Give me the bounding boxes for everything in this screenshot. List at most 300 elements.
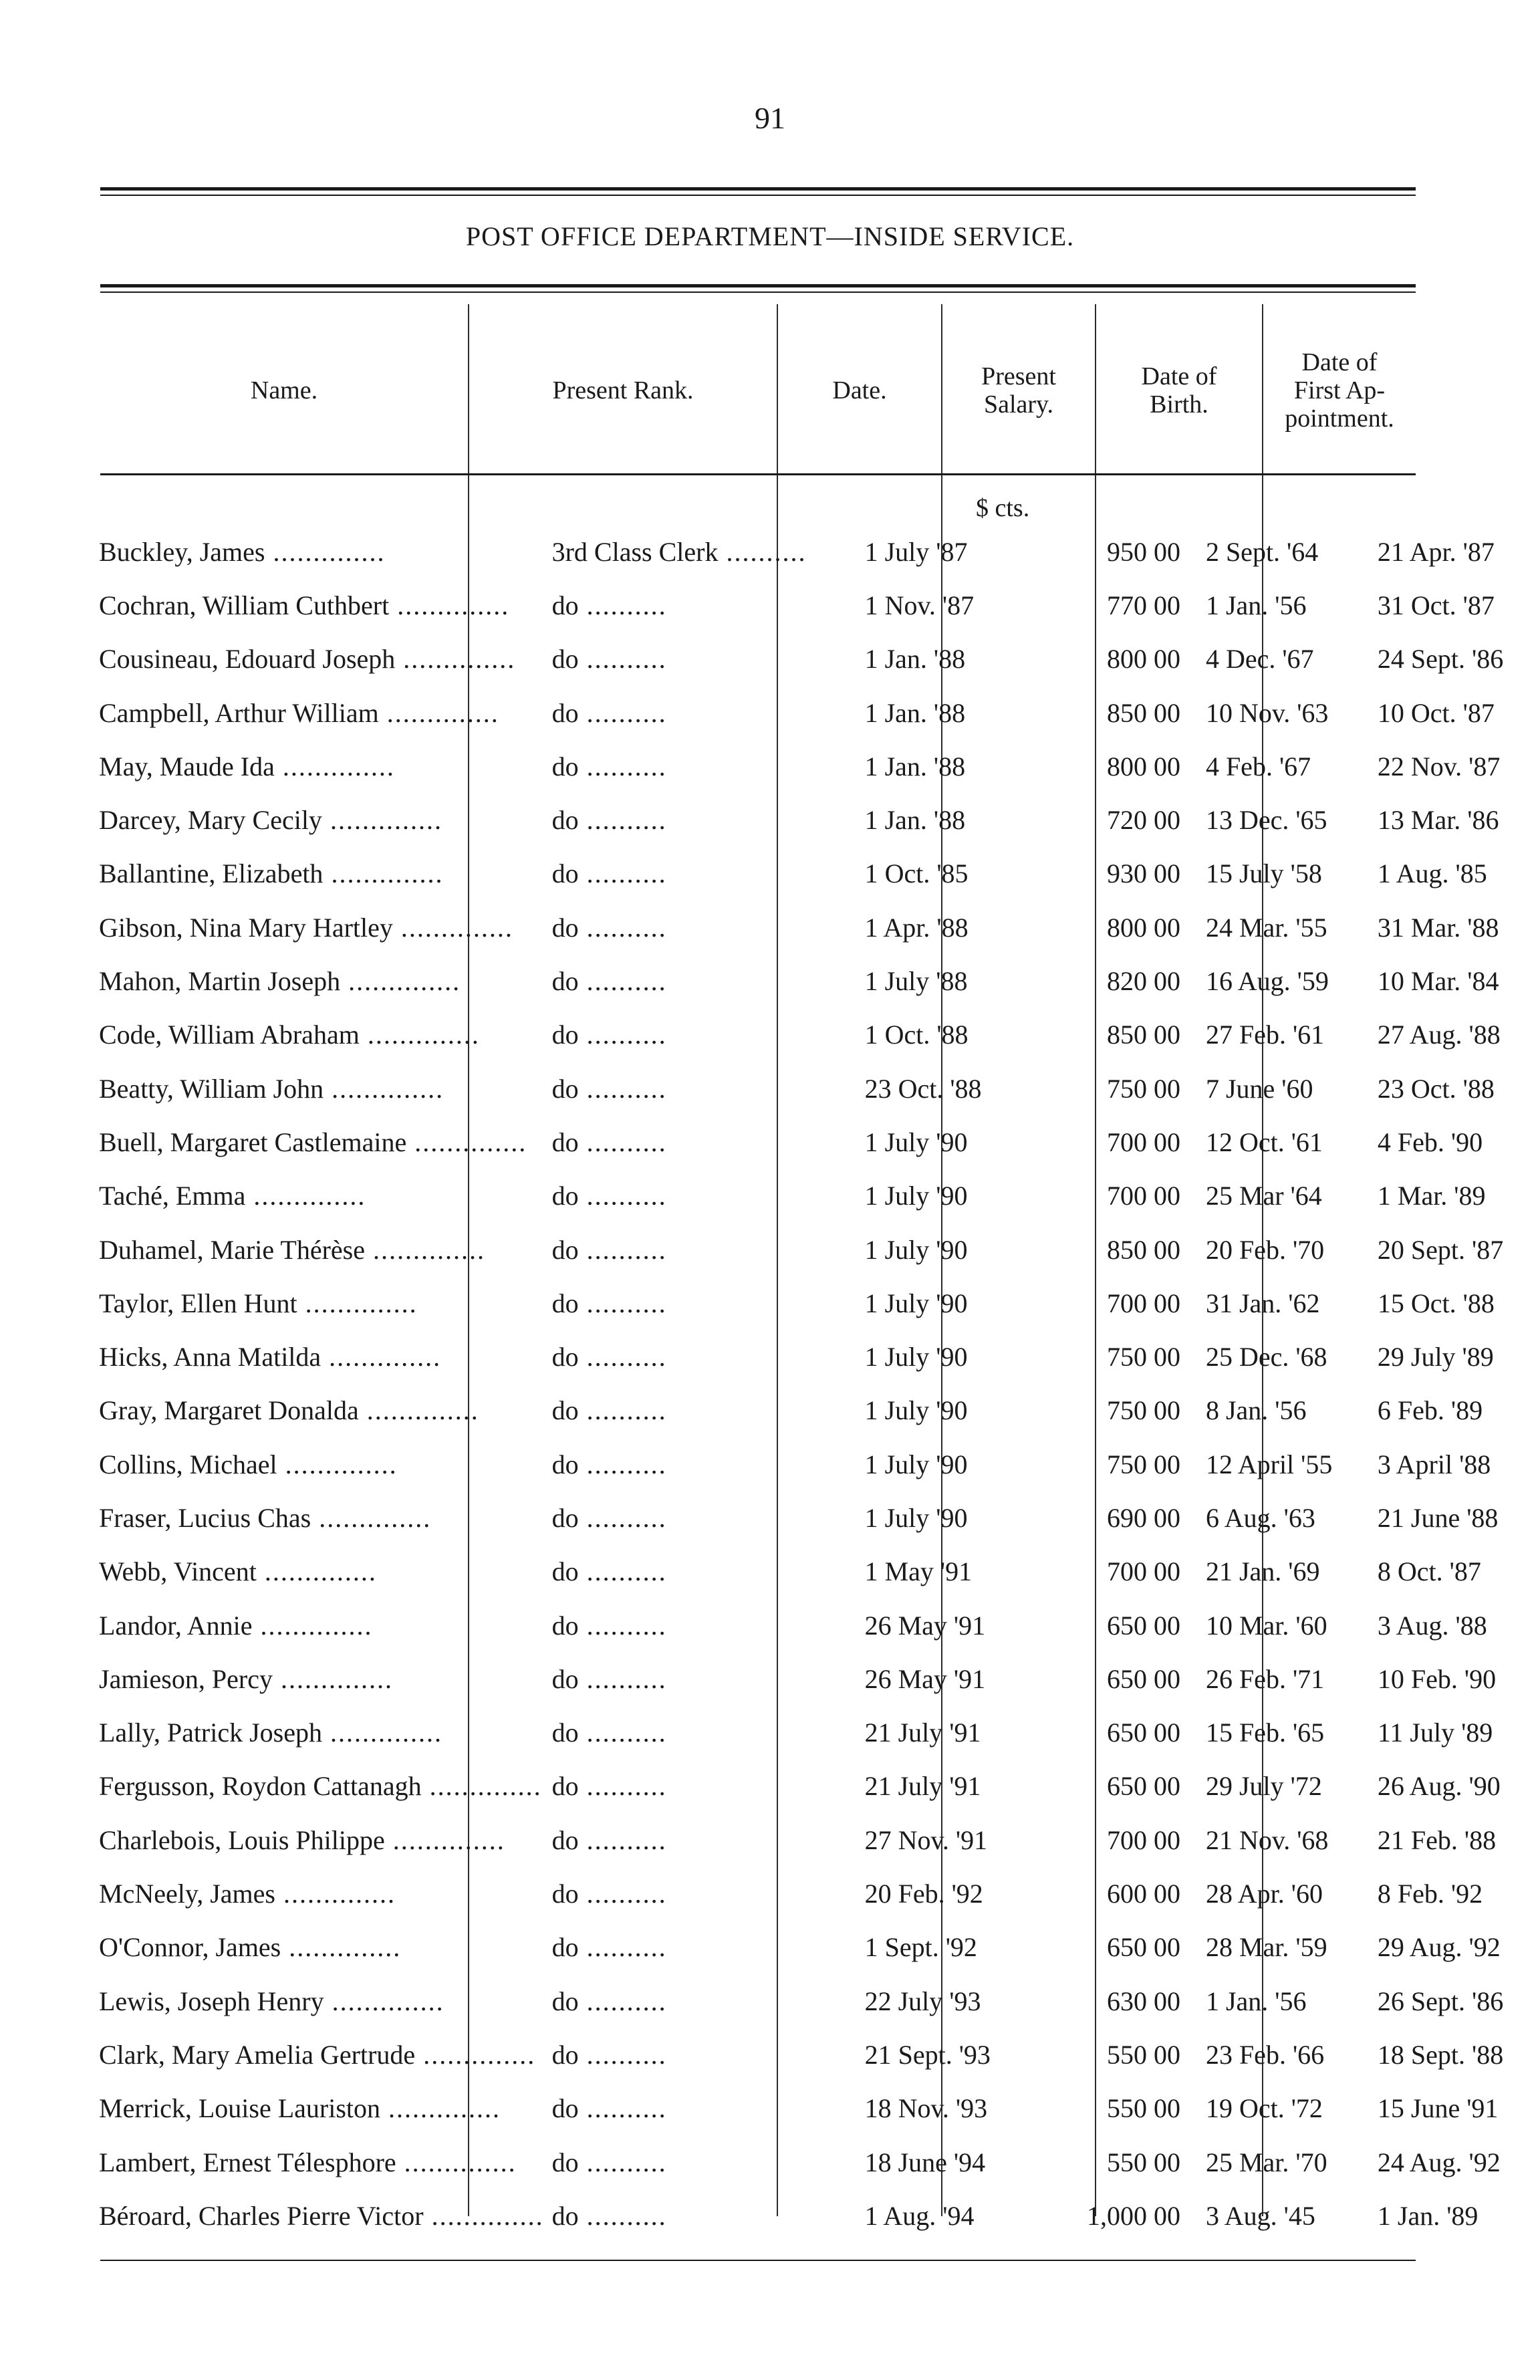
rank-cell — [544, 578, 857, 632]
salary-cell-text: 850 00 — [1106, 697, 1180, 728]
name-cell — [94, 739, 544, 793]
salary-cell-text: 550 00 — [1106, 2147, 1180, 2177]
table-row — [94, 2028, 1540, 2081]
salary-cell-text: 750 00 — [1106, 1395, 1180, 1426]
birth-date-cell — [1199, 1062, 1371, 1115]
salary-cell — [1023, 1545, 1199, 1598]
salary-cell — [1023, 1223, 1199, 1276]
rank-cell — [544, 1330, 857, 1383]
date-cell — [857, 2135, 1023, 2189]
birth-date-cell-text: 12 Oct. '61 — [1205, 1126, 1323, 1157]
rank-cell-text: do — [551, 644, 579, 675]
name-cell-text: Gray, Margaret Donalda — [99, 1395, 359, 1426]
appointment-date-cell-text: 21 Feb. '88 — [1377, 1824, 1497, 1855]
date-cell-text: 1 July '90 — [864, 1181, 968, 1211]
table-row — [94, 1491, 1540, 1544]
salary-cell-text: 650 00 — [1106, 1932, 1180, 1963]
date-cell-text: 26 May '91 — [864, 1663, 986, 1694]
birth-date-cell — [1199, 1330, 1371, 1383]
leader-dots: .............. — [281, 1932, 402, 1963]
table-row — [94, 739, 1540, 793]
leader-dots: .......... — [578, 1181, 667, 1211]
appointment-date-cell-text: 24 Aug. '92 — [1377, 2147, 1501, 2177]
table-row — [94, 686, 1540, 739]
birth-date-cell — [1199, 686, 1371, 739]
rank-cell-text: do — [551, 1771, 579, 1802]
appointment-date-cell-text: 3 Aug. '88 — [1377, 1610, 1487, 1641]
birth-date-cell — [1199, 525, 1371, 578]
leader-dots: .............. — [256, 1556, 377, 1587]
rank-cell — [544, 1652, 857, 1705]
date-cell-text: 1 Jan. '88 — [864, 644, 966, 675]
name-cell-text: Webb, Vincent — [99, 1556, 257, 1587]
salary-cell-text: 800 00 — [1106, 912, 1180, 943]
name-cell — [94, 1437, 544, 1491]
table-row — [94, 1276, 1540, 1330]
rank-cell — [544, 1384, 857, 1437]
rank-cell — [544, 686, 857, 739]
table-row — [94, 847, 1540, 901]
leader-dots: .......... — [578, 1449, 667, 1479]
name-cell — [94, 632, 544, 686]
leader-dots: .............. — [358, 1395, 479, 1426]
appointment-date-cell — [1371, 1384, 1540, 1437]
birth-date-cell-text: 6 Aug. '63 — [1205, 1502, 1315, 1533]
appointment-date-cell — [1371, 2028, 1540, 2081]
name-cell-text: Merrick, Louise Lauriston — [99, 2093, 380, 2124]
date-cell-text: 27 Nov. '91 — [864, 1824, 988, 1855]
salary-cell-text: 700 00 — [1106, 1126, 1180, 1157]
salary-cell-text: 1,000 00 — [1086, 2200, 1180, 2231]
leader-dots: .............. — [396, 2147, 517, 2177]
leader-dots: .............. — [421, 1771, 542, 1802]
rank-cell — [544, 901, 857, 954]
salary-cell-text: 720 00 — [1106, 805, 1180, 836]
table-row — [94, 632, 1540, 686]
leader-dots: .......... — [578, 1288, 667, 1318]
birth-date-cell-text: 16 Aug. '59 — [1205, 966, 1329, 997]
appointment-date-cell-text: 29 July '89 — [1377, 1342, 1494, 1373]
table-row — [94, 1330, 1540, 1383]
name-cell — [94, 1545, 544, 1598]
rank-cell-text: do — [551, 805, 579, 836]
date-cell-text: 1 Jan. '88 — [864, 751, 966, 782]
rank-cell — [544, 954, 857, 1007]
birth-date-cell-text: 21 Nov. '68 — [1205, 1824, 1329, 1855]
name-cell — [94, 1115, 544, 1169]
date-cell-text: 23 Oct. '88 — [864, 1073, 982, 1104]
leader-dots: .......... — [578, 2147, 667, 2177]
leader-dots: .......... — [578, 1610, 667, 1641]
date-cell — [857, 1921, 1023, 1974]
appointment-date-cell — [1371, 847, 1540, 901]
salary-cell — [1023, 1062, 1199, 1115]
appointment-date-cell — [1371, 793, 1540, 846]
rank-cell — [544, 1062, 857, 1115]
rank-cell — [544, 2135, 857, 2189]
rank-cell — [544, 1921, 857, 1974]
name-cell-text: Taylor, Ellen Hunt — [99, 1288, 297, 1318]
date-cell-text: 1 July '90 — [864, 1502, 968, 1533]
rank-cell — [544, 1974, 857, 2028]
name-cell-text: Lally, Patrick Joseph — [99, 1717, 323, 1748]
leader-dots: .......... — [578, 1717, 667, 1748]
table-row — [94, 901, 1540, 954]
salary-cell-text: 650 00 — [1106, 1610, 1180, 1641]
birth-date-cell — [1199, 739, 1371, 793]
rank-cell — [544, 793, 857, 846]
salary-cell-text: 700 00 — [1106, 1824, 1180, 1855]
leader-dots: .............. — [365, 1234, 485, 1265]
appointment-date-cell — [1371, 1760, 1540, 1813]
birth-date-cell-text: 24 Mar. '55 — [1205, 912, 1327, 943]
date-cell — [857, 1867, 1023, 1920]
birth-date-cell — [1199, 1491, 1371, 1544]
name-cell-text: Taché, Emma — [99, 1181, 246, 1211]
birth-date-cell — [1199, 2189, 1371, 2242]
leader-dots: .............. — [395, 644, 516, 675]
birth-date-cell-text: 25 Mar '64 — [1205, 1181, 1322, 1211]
date-cell-text: 1 July '90 — [864, 1288, 968, 1318]
salary-cell-text: 800 00 — [1106, 644, 1180, 675]
salary-cell — [1023, 1008, 1199, 1062]
date-cell — [857, 847, 1023, 901]
birth-date-cell — [1199, 1813, 1371, 1867]
birth-date-cell — [1199, 847, 1371, 901]
appointment-date-cell-text: 21 June '88 — [1377, 1502, 1499, 1533]
leader-dots: .............. — [252, 1610, 373, 1641]
birth-date-cell-text: 26 Feb. '71 — [1205, 1663, 1325, 1694]
birth-date-cell-text: 20 Feb. '70 — [1205, 1234, 1325, 1265]
birth-date-cell — [1199, 2082, 1371, 2135]
salary-cell — [1023, 1437, 1199, 1491]
date-cell — [857, 1545, 1023, 1598]
leader-dots: .............. — [323, 858, 444, 889]
rank-cell-text: do — [551, 858, 579, 889]
name-cell-text: Cochran, William Cuthbert — [99, 590, 390, 620]
table-row — [94, 1169, 1540, 1223]
table-row — [94, 1062, 1540, 1115]
appointment-date-cell — [1371, 1598, 1540, 1652]
birth-date-cell-text: 28 Apr. '60 — [1205, 1879, 1323, 1909]
rank-cell-text: do — [551, 1556, 579, 1587]
name-cell — [94, 1491, 544, 1544]
rank-cell-text: do — [551, 2200, 579, 2231]
birth-date-cell — [1199, 1545, 1371, 1598]
name-cell-text: Béroard, Charles Pierre Victor — [99, 2200, 424, 2231]
birth-date-cell-text: 10 Nov. '63 — [1205, 697, 1329, 728]
birth-date-cell — [1199, 1384, 1371, 1437]
date-cell — [857, 1491, 1023, 1544]
name-cell-text: McNeely, James — [99, 1879, 275, 1909]
birth-date-cell-text: 8 Jan. '56 — [1205, 1395, 1307, 1426]
appointment-date-cell-text: 23 Oct. '88 — [1377, 1073, 1495, 1104]
appointment-date-cell-text: 29 Aug. '92 — [1377, 1932, 1501, 1963]
appointment-date-cell-text: 31 Oct. '87 — [1377, 590, 1495, 620]
salary-cell-text: 550 00 — [1106, 2093, 1180, 2124]
birth-date-cell-text: 25 Dec. '68 — [1205, 1342, 1327, 1373]
birth-date-cell — [1199, 1706, 1371, 1760]
salary-cell — [1023, 1652, 1199, 1705]
appointment-date-cell — [1371, 1437, 1540, 1491]
date-cell-text: 1 Sept. '92 — [864, 1932, 977, 1963]
birth-date-cell-text: 10 Mar. '60 — [1205, 1610, 1327, 1641]
appointment-date-cell — [1371, 1706, 1540, 1760]
leader-dots: .......... — [578, 751, 667, 782]
table-row — [94, 1921, 1540, 1974]
rank-cell-text: do — [551, 1126, 579, 1157]
salary-cell — [1023, 632, 1199, 686]
salary-cell — [1023, 1384, 1199, 1437]
rank-cell — [544, 2189, 857, 2242]
birth-date-cell-text: 4 Dec. '67 — [1205, 644, 1314, 675]
table-row — [94, 1706, 1540, 1760]
date-cell — [857, 1706, 1023, 1760]
name-cell-text: Cousineau, Edouard Joseph — [99, 644, 396, 675]
date-cell-text: 1 Jan. '88 — [864, 697, 966, 728]
appointment-date-cell-text: 10 Mar. '84 — [1377, 966, 1499, 997]
date-cell-text: 1 July '90 — [864, 1395, 968, 1426]
date-cell — [857, 1652, 1023, 1705]
date-cell-text: 26 May '91 — [864, 1610, 986, 1641]
name-cell-text: Lambert, Ernest Télesphore — [99, 2147, 396, 2177]
birth-date-cell — [1199, 1652, 1371, 1705]
appointment-date-cell — [1371, 2082, 1540, 2135]
date-cell — [857, 1437, 1023, 1491]
appointment-date-cell — [1371, 632, 1540, 686]
top-rule-thin — [100, 195, 1416, 196]
salary-cell — [1023, 1706, 1199, 1760]
name-cell-text: Ballantine, Elizabeth — [99, 858, 324, 889]
header-name: Name. — [250, 376, 318, 405]
salary-cell — [1023, 525, 1199, 578]
date-cell — [857, 2082, 1023, 2135]
name-cell-text: Gibson, Nina Mary Hartley — [99, 912, 393, 943]
leader-dots: .......... — [578, 1342, 667, 1373]
date-cell — [857, 1974, 1023, 2028]
birth-date-cell — [1199, 1867, 1371, 1920]
name-cell-text: Darcey, Mary Cecily — [99, 805, 322, 836]
date-cell — [857, 954, 1023, 1007]
salary-cell-text: 800 00 — [1106, 751, 1180, 782]
table-row — [94, 578, 1540, 632]
salary-cell — [1023, 1760, 1199, 1813]
appointment-date-cell — [1371, 686, 1540, 739]
birth-date-cell-text: 29 July '72 — [1205, 1771, 1322, 1802]
table-row — [94, 1652, 1540, 1705]
leader-dots: .......... — [578, 697, 667, 728]
rank-cell-text: 3rd Class Clerk — [551, 536, 719, 567]
appointment-date-cell — [1371, 901, 1540, 954]
table-row — [94, 2082, 1540, 2135]
name-cell — [94, 901, 544, 954]
leader-dots: .......... — [578, 1824, 667, 1855]
appointment-date-cell-text: 1 Jan. '89 — [1377, 2200, 1479, 2231]
leader-dots: .......... — [578, 2039, 667, 2070]
appointment-date-cell — [1371, 1867, 1540, 1920]
date-cell-text: 21 July '91 — [864, 1717, 981, 1748]
rank-cell-text: do — [551, 1449, 579, 1479]
salary-cell-text: 650 00 — [1106, 1663, 1180, 1694]
table-row — [94, 2135, 1540, 2189]
date-cell-text: 1 July '90 — [864, 1449, 968, 1479]
appointment-date-cell-text: 11 July '89 — [1377, 1717, 1493, 1748]
rank-cell — [544, 1706, 857, 1760]
birth-date-cell-text: 13 Dec. '65 — [1205, 805, 1327, 836]
appointment-date-cell-text: 8 Oct. '87 — [1377, 1556, 1481, 1587]
leader-dots: .......... — [578, 858, 667, 889]
appointment-date-cell-text: 10 Feb. '90 — [1377, 1663, 1497, 1694]
leader-dots: .............. — [359, 1020, 480, 1050]
leader-dots: .............. — [324, 1073, 444, 1104]
rank-cell — [544, 1867, 857, 1920]
name-cell — [94, 1169, 544, 1223]
birth-date-cell-text: 12 April '55 — [1205, 1449, 1333, 1479]
rank-cell-text: do — [551, 1073, 579, 1104]
salary-cell — [1023, 2028, 1199, 2081]
appointment-date-cell-text: 26 Sept. '86 — [1377, 1986, 1504, 2016]
rank-cell — [544, 739, 857, 793]
date-cell — [857, 1598, 1023, 1652]
salary-cell — [1023, 901, 1199, 954]
leader-dots: .......... — [578, 1073, 667, 1104]
salary-cell — [1023, 2135, 1199, 2189]
leader-dots: .............. — [274, 751, 395, 782]
date-cell — [857, 1223, 1023, 1276]
salary-cell — [1023, 1598, 1199, 1652]
rank-cell — [544, 1115, 857, 1169]
date-cell-text: 22 July '93 — [864, 1986, 981, 2016]
name-cell-text: O'Connor, James — [99, 1932, 281, 1963]
leader-dots: .......... — [578, 1502, 667, 1533]
department-title: POST OFFICE DEPARTMENT—INSIDE SERVICE. — [465, 221, 1075, 251]
leader-dots: .......... — [578, 1879, 667, 1909]
date-cell — [857, 1760, 1023, 1813]
appointment-date-cell — [1371, 1276, 1540, 1330]
name-cell — [94, 793, 544, 846]
appointment-date-cell-text: 22 Nov. '87 — [1377, 751, 1501, 782]
appointment-date-cell — [1371, 739, 1540, 793]
birth-date-cell-text: 23 Feb. '66 — [1205, 2039, 1325, 2070]
table-row — [94, 1598, 1540, 1652]
salary-cell-text: 950 00 — [1106, 536, 1180, 567]
appointment-date-cell — [1371, 1813, 1540, 1867]
salary-cell-text: 650 00 — [1106, 1717, 1180, 1748]
rank-cell — [544, 2028, 857, 2081]
leader-dots: .......... — [578, 590, 667, 620]
leader-dots: .............. — [272, 1663, 393, 1694]
appointment-date-cell-text: 31 Mar. '88 — [1377, 912, 1499, 943]
appointment-date-cell — [1371, 1169, 1540, 1223]
leader-dots: .......... — [578, 1020, 667, 1050]
birth-date-cell — [1199, 901, 1371, 954]
salary-cell-text: 690 00 — [1106, 1502, 1180, 1533]
salary-cell — [1023, 954, 1199, 1007]
name-cell-text: Beatty, William John — [99, 1073, 324, 1104]
appointment-date-cell-text: 20 Sept. '87 — [1377, 1234, 1504, 1265]
leader-dots: .............. — [324, 1986, 444, 2016]
leader-dots: .......... — [578, 805, 667, 836]
date-cell — [857, 2028, 1023, 2081]
rank-cell-text: do — [551, 697, 579, 728]
name-cell — [94, 2082, 544, 2135]
birth-date-cell-text: 31 Jan. '62 — [1205, 1288, 1320, 1318]
birth-date-cell-text: 28 Mar. '59 — [1205, 1932, 1327, 1963]
leader-dots: .............. — [340, 966, 461, 997]
date-cell-text: 18 Nov. '93 — [864, 2093, 988, 2124]
rank-cell-text: do — [551, 1932, 579, 1963]
rank-cell-text: do — [551, 2147, 579, 2177]
date-cell-text: 18 June '94 — [864, 2147, 986, 2177]
leader-dots: .............. — [322, 1717, 443, 1748]
header-date-of-birth: Date of Birth. — [1141, 362, 1217, 419]
table-row — [94, 1760, 1540, 1813]
appointment-date-cell — [1371, 2135, 1540, 2189]
header-present-salary: Present Salary. — [981, 362, 1056, 419]
appointment-date-cell-text: 4 Feb. '90 — [1377, 1126, 1483, 1157]
name-cell — [94, 1062, 544, 1115]
salary-cell — [1023, 1115, 1199, 1169]
rank-cell-text: do — [551, 966, 579, 997]
date-cell — [857, 901, 1023, 954]
rank-cell-text: do — [551, 1342, 579, 1373]
rank-cell — [544, 1169, 857, 1223]
name-cell — [94, 954, 544, 1007]
rank-cell — [544, 847, 857, 901]
rank-cell — [544, 632, 857, 686]
date-cell-text: 1 Apr. '88 — [864, 912, 969, 943]
date-cell — [857, 793, 1023, 846]
appointment-date-cell-text: 8 Feb. '92 — [1377, 1879, 1483, 1909]
leader-dots: .......... — [578, 2200, 667, 2231]
leader-dots: .......... — [578, 966, 667, 997]
table-row — [94, 1974, 1540, 2028]
table-row — [94, 954, 1540, 1007]
name-cell — [94, 1330, 544, 1383]
header-present-rank: Present Rank. — [552, 376, 694, 405]
appointment-date-cell-text: 15 Oct. '88 — [1377, 1288, 1495, 1318]
salary-cell — [1023, 1813, 1199, 1867]
leader-dots: .......... — [578, 1771, 667, 1802]
salary-units: $ cts. — [976, 494, 1030, 522]
salary-cell-text: 820 00 — [1106, 966, 1180, 997]
birth-date-cell — [1199, 632, 1371, 686]
rank-cell-text: do — [551, 2039, 579, 2070]
date-cell-text: 1 July '90 — [864, 1342, 968, 1373]
leader-dots: .............. — [321, 1342, 442, 1373]
rank-cell — [544, 1437, 857, 1491]
birth-date-cell — [1199, 793, 1371, 846]
name-cell-text: Buell, Margaret Castlemaine — [99, 1126, 407, 1157]
birth-date-cell — [1199, 578, 1371, 632]
date-cell-text: 21 Sept. '93 — [864, 2039, 991, 2070]
table-row — [94, 1545, 1540, 1598]
table-row — [94, 793, 1540, 846]
rank-cell-text: do — [551, 1824, 579, 1855]
table-row — [94, 525, 1540, 578]
birth-date-cell — [1199, 1008, 1371, 1062]
appointment-date-cell — [1371, 954, 1540, 1007]
date-cell — [857, 1330, 1023, 1383]
leader-dots: .......... — [578, 1126, 667, 1157]
salary-cell — [1023, 2189, 1199, 2242]
date-cell — [857, 525, 1023, 578]
rank-cell — [544, 1545, 857, 1598]
date-cell-text: 1 May '91 — [864, 1556, 973, 1587]
name-cell-text: Collins, Michael — [99, 1449, 277, 1479]
salary-cell-text: 700 00 — [1106, 1288, 1180, 1318]
table-body — [94, 525, 1540, 2243]
